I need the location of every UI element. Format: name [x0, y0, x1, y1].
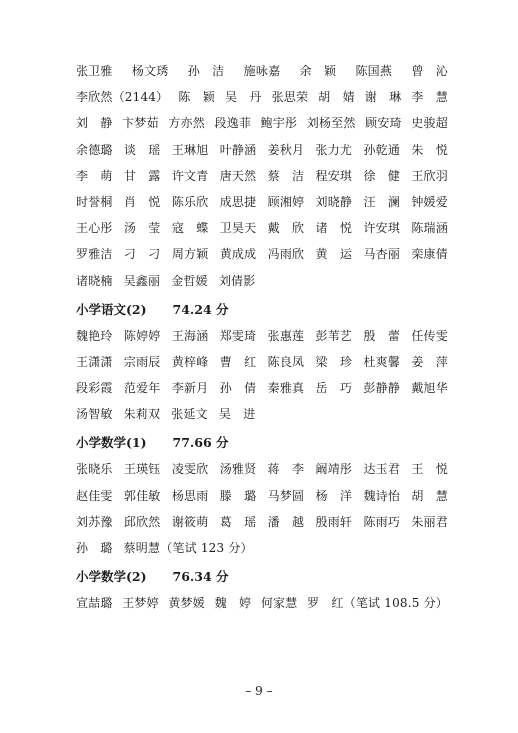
person-name: 何家慧	[260, 596, 298, 611]
section-block	[76, 565, 448, 620]
person-name: 鲍宇彤	[260, 116, 298, 131]
person-name: 刘倩影	[218, 273, 256, 288]
person-name: 孙 璐	[76, 541, 113, 555]
person-name: 余德璐	[76, 142, 113, 157]
name-list-intro	[76, 62, 448, 298]
person-name: 秦雅真	[267, 381, 305, 396]
person-name: 周方颖	[171, 247, 209, 262]
person-name: 赵佳雯	[76, 488, 113, 503]
person-name: 曹 红	[219, 354, 257, 369]
sections-container	[76, 298, 448, 621]
person-name: 陈国燕	[355, 64, 393, 78]
person-name: 李 慧	[411, 90, 448, 105]
person-name: 杨文琇	[131, 64, 169, 78]
name-row	[76, 272, 448, 298]
person-name: 朱莉双	[123, 407, 161, 422]
person-name: 阚靖彤	[315, 462, 353, 477]
section-score: 77.66 分	[172, 435, 229, 451]
person-name: 诸晓楠	[76, 273, 113, 288]
person-name: 张力尤	[315, 142, 353, 157]
person-name: 范爱年	[123, 381, 161, 396]
person-name: 胡 婧	[318, 90, 355, 105]
person-name: 王瑛钰	[123, 462, 161, 477]
person-name: 孙 洁	[187, 64, 225, 78]
person-name: 杜爽馨	[363, 354, 401, 369]
person-name: 潘 越	[267, 514, 305, 529]
person-name: 陈良凤	[267, 354, 305, 369]
person-name: 宣喆璐	[76, 596, 113, 611]
person-name: 朱 悦	[411, 142, 448, 157]
person-name: 殷 蕾	[363, 328, 401, 343]
person-name: 时誉桐	[76, 194, 113, 209]
person-name: 顾安琦	[365, 116, 402, 131]
person-name: 段彩霞	[76, 381, 113, 396]
name-row	[76, 539, 448, 565]
section-title: 小学语文(2)	[76, 301, 147, 317]
person-name: 汤 莹	[123, 221, 161, 236]
person-name: 李新月	[171, 381, 209, 396]
section-title: 小学数学(2)	[76, 569, 147, 585]
person-name: 罗雅洁	[76, 247, 113, 262]
person-name: 王琳旭	[171, 142, 209, 157]
person-name: 徐 健	[363, 168, 401, 183]
person-name: 任传雯	[411, 328, 448, 343]
person-name: 张思荣	[271, 90, 309, 105]
person-name: 戴 欣	[267, 221, 305, 236]
person-name: 姜秋月	[267, 142, 305, 157]
person-name: 刘晓静	[315, 194, 353, 209]
person-name: 朱丽君	[411, 514, 448, 529]
name-row	[76, 327, 448, 353]
person-name: 王 悦	[411, 462, 448, 477]
person-name: 岳 巧	[315, 381, 353, 396]
name-row	[76, 460, 448, 486]
person-name: 梁 珍	[315, 354, 353, 369]
name-row	[76, 379, 448, 405]
person-name: 许安琪	[363, 221, 401, 236]
section-block	[76, 431, 448, 565]
person-name: 施咏嘉	[243, 64, 281, 78]
person-name: 曾 沁	[411, 64, 448, 78]
person-name: 陈 颖	[178, 90, 215, 105]
person-name: 叶静涵	[219, 142, 257, 157]
name-row	[76, 353, 448, 379]
person-name: 方亦然	[168, 116, 205, 131]
person-name: 卞梦茹	[122, 116, 159, 131]
person-name: 谢筱萌	[171, 514, 209, 529]
person-name: 吴 丹	[224, 90, 262, 105]
person-name: 马梦圆	[267, 488, 305, 503]
person-name: 黄梓峰	[171, 354, 209, 369]
person-name: 段逸菲	[214, 116, 252, 131]
person-name: 汪 澜	[363, 194, 401, 209]
person-name: 葛 瑶	[219, 514, 257, 529]
name-row	[76, 594, 448, 620]
person-name: 唐天然	[219, 168, 257, 183]
person-name: 汤雅贤	[219, 462, 257, 477]
person-name: 蔡 洁	[267, 168, 305, 183]
person-name: 顾湘婷	[267, 194, 305, 209]
person-name: 黄 运	[315, 247, 353, 262]
person-name: 谈 瑶	[123, 142, 161, 157]
person-name: 王潇潇	[76, 354, 113, 369]
person-name: 张惠莲	[267, 328, 305, 343]
person-name: 孙 倩	[219, 381, 257, 396]
person-name: 吴鑫丽	[123, 273, 161, 288]
person-name: 达玉君	[363, 462, 401, 477]
person-name: 滕 璐	[219, 488, 257, 503]
page-number: – 9 –	[245, 684, 273, 698]
person-name: 马杏丽	[363, 247, 401, 262]
person-name: 许文青	[171, 168, 209, 183]
person-name: 李欣然（2144）	[76, 90, 169, 105]
person-name: 罗 红（笔试 108.5 分）	[307, 596, 448, 611]
person-name: 张延文	[171, 407, 208, 422]
section-title: 小学数学(1)	[76, 435, 147, 451]
person-name: 彭苇艺	[315, 328, 353, 343]
person-name: 蒋 李	[267, 462, 305, 477]
name-row	[76, 219, 448, 245]
person-name: 寇 蝶	[171, 221, 209, 236]
section-header	[76, 565, 448, 594]
section-block	[76, 298, 448, 432]
person-name: 刁 刁	[123, 247, 161, 262]
name-row	[76, 487, 448, 513]
person-name: 王梦婷	[122, 596, 159, 611]
person-name: 刘 静	[76, 116, 113, 131]
name-row	[76, 245, 448, 271]
person-name: 钟媛爱	[411, 194, 448, 209]
section-header	[76, 298, 448, 327]
person-name: 陈婷婷	[123, 328, 161, 343]
person-name: 谢 琳	[364, 90, 402, 105]
person-name: 栾康倩	[411, 247, 448, 262]
person-name: 陈瑞涵	[411, 221, 448, 236]
person-name: 杨 洋	[315, 488, 353, 503]
name-row	[76, 62, 448, 88]
name-row	[76, 167, 448, 193]
content-area	[76, 62, 448, 620]
person-name: 吴 进	[218, 407, 256, 422]
person-name: 王欣羽	[411, 168, 448, 183]
name-row	[76, 114, 448, 140]
person-name: 张晓乐	[76, 462, 113, 477]
person-name: 陈乐欣	[171, 194, 209, 209]
person-name: 宗雨辰	[123, 354, 161, 369]
person-name: 魏艳玲	[76, 328, 113, 343]
person-name: 史骏超	[411, 116, 448, 131]
person-name: 孙乾通	[363, 142, 401, 157]
person-name: 胡 慧	[411, 488, 448, 503]
person-name: 戴旭华	[411, 381, 448, 396]
person-name: 郭佳敏	[123, 488, 161, 503]
person-name: 陈雨巧	[363, 514, 401, 529]
person-name: 王心彤	[76, 221, 113, 236]
person-name: 邱欣然	[123, 514, 161, 529]
person-name: 黄梦媛	[168, 596, 206, 611]
section-header	[76, 431, 448, 460]
name-row	[76, 193, 448, 219]
person-name: 魏 婷	[214, 596, 252, 611]
person-name: 殷雨轩	[315, 514, 353, 529]
name-row	[76, 513, 448, 539]
section-score: 76.34 分	[172, 569, 229, 585]
name-row	[76, 88, 448, 114]
person-name: 张卫雅	[76, 64, 113, 78]
name-row	[76, 405, 448, 431]
person-name: 王海涵	[171, 328, 209, 343]
person-name: 蔡明慧（笔试 123 分）	[123, 541, 253, 555]
person-name: 汤智敏	[76, 407, 113, 422]
person-name: 余 颖	[299, 64, 337, 78]
person-name: 刘杨至然	[306, 116, 356, 131]
person-name: 杨思雨	[171, 488, 209, 503]
section-score: 74.24 分	[172, 301, 229, 317]
person-name: 冯雨欣	[267, 247, 305, 262]
person-name: 成思捷	[219, 194, 257, 209]
person-name: 金哲媛	[171, 273, 208, 288]
person-name: 魏诗怡	[363, 488, 401, 503]
person-name: 姜 萍	[411, 354, 448, 369]
person-name: 凌雯欣	[171, 462, 209, 477]
person-name: 肖 悦	[123, 194, 161, 209]
person-name: 甘 露	[123, 168, 161, 183]
person-name: 郑雯琦	[219, 328, 257, 343]
person-name: 刘苏豫	[76, 514, 113, 529]
name-row	[76, 141, 448, 167]
person-name: 李 萌	[76, 168, 113, 183]
person-name: 彭静静	[363, 381, 401, 396]
person-name: 程安琪	[315, 168, 353, 183]
person-name: 黄成成	[219, 247, 257, 262]
person-name: 诸 悦	[315, 221, 353, 236]
person-name: 卫昊天	[219, 221, 257, 236]
